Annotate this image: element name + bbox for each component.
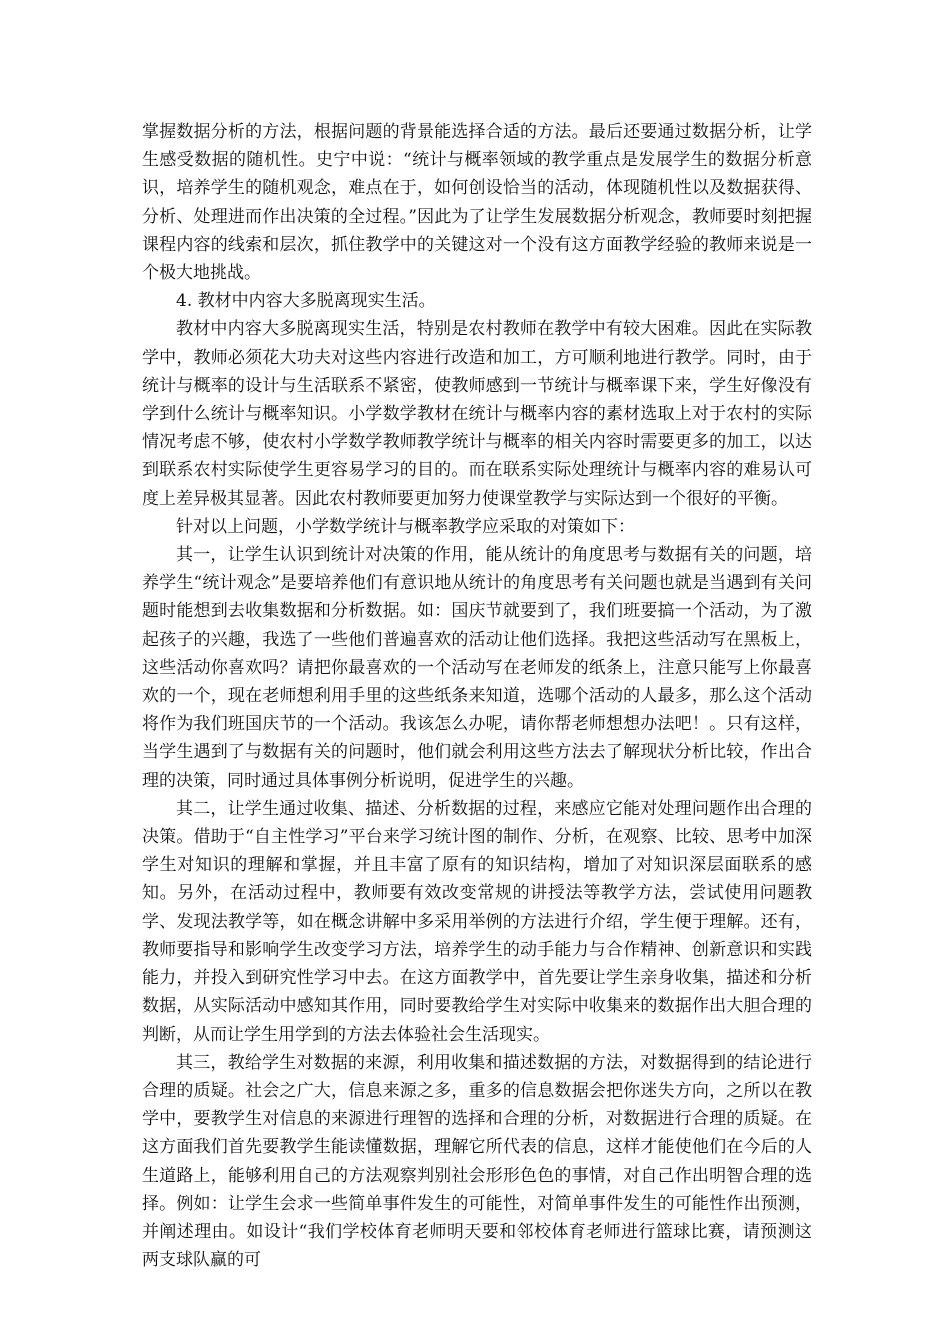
paragraph-continued: 掌握数据分析的方法，根据问题的背景能选择合适的方法。最后还要通过数据分析，让学生感受数据的随机性。史宁中说：“统计与概率领域的教学重点是发展学生的数据分析意识，培养学生的随机观念，难点在于，如何创设恰当的活动，体现随机性以及数据获得、分析、处理进而作出决策的全过程。”因此为了让学生发展数据分析观念，教师要时刻把握课程内容的线索和层次，抓住教学中的关键这对一个没有这方面教学经验的教师来说是一个极大地挑战。 xyxy=(142,122,812,284)
paragraph-countermeasures-intro: 针对以上问题，小学数学统计与概率教学应采取的对策如下： xyxy=(176,516,635,537)
paragraph-strategy-two: 其二，让学生通过收集、描述、分析数据的过程，来感应它能对处理问题作出合理的决策。借助于“自主性学习”平台来学习统计图的制作、分析，在观察、比较、思考中加深学生对知识的理解和掌握，并且丰富了原有的知识结构，增加了对知识深层面联系的感知。另外，在活动过程中，教师要有效改变常规的讲授法等教学方法，尝试使用问题教学、发现法教学等，如在概念讲解中多采用举例的方法进行介绍，学生便于理解。还有，教师要指导和影响学生改变学习方法，培养学生的动手能力与合作精神、创新意识和实践能力，并投入到研究性学习中去。在这方面教学中，首先要让学生亲身收集，描述和分析数据，从实际活动中感知其作用，同时要教给学生对实际中收集来的数据作出大胆合理的判断，从而让学生用学到的方法去体验社会生活现实。 xyxy=(142,798,812,1045)
paragraph-strategy-three: 其三，教给学生对数据的来源，利用收集和描述数据的方法，对数据得到的结论进行合理的质疑。社会之广大，信息来源之多，重多的信息数据会把你迷失方向，之所以在教学中，要教学生对信息的来源进行理智的选择和合理的分析，对数据进行合理的质疑。在这方面我们首先要教学生能读懂数据，理解它所代表的信息，这样才能使他们在今后的人生道路上，能够利用自己的方法观察判别社会形形色色的事情，对自己作出明智合理的选择。例如：让学生会求一些简单事件发生的可能性，对简单事件发生的可能性作出预测，并阐述理由。如设计“我们学校体育老师明天要和邻校体育老师进行篮球比赛，请预测这两支球队赢的可 xyxy=(142,1052,812,1271)
body-text xyxy=(142,118,812,1274)
section-heading-4: 4. 教材中内容大多脱离现实生活。 xyxy=(176,291,436,312)
paragraph-textbook-content: 教材中内容大多脱离现实生活，特别是农村教师在教学中有较大困难。因此在实际教学中，教师必须花大功夫对这些内容进行改造和加工，方可顺利地进行教学。同时，由于统计与概率的设计与生活联系不紧密，使教师感到一节统计与概率课下来，学生好像没有学到什么统计与概率知识。小学数学教材在统计与概率内容的素材选取上对于农村的实际情况考虑不够，使农村小学数学教师教学统计与概率的相关内容时需要更多的加工，以达到联系农村实际使学生更容易学习的目的。而在联系实际处理统计与概率内容的难易认可度上差异极其显著。因此农村教师要更加努力使课堂教学与实际达到一个很好的平衡。 xyxy=(142,319,812,509)
paragraph-strategy-one: 其一，让学生认识到统计对决策的作用，能从统计的角度思考与数据有关的问题，培养学生“统计观念”是要培养他们有意识地从统计的角度思考有关问题也就是当遇到有关问题时能想到去收集数据和分析数据。如：国庆节就要到了，我们班要搞一个活动，为了激起孩子的兴趣，我选了一些他们普遍喜欢的活动让他们选择。我把这些活动写在黑板上，这些活动你喜欢吗？请把你最喜欢的一个活动写在老师发的纸条上，注意只能写上你最喜欢的一个，现在老师想利用手里的这些纸条来知道，选哪个活动的人最多，那么这个活动将作为我们班国庆节的一个活动。我该怎么办呢，请你帮老师想想办法吧！。只有这样，当学生遇到了与数据有关的问题时，他们就会利用这些方法去了解现状分析比较，作出合理的决策，同时通过具体事例分析说明，促进学生的兴趣。 xyxy=(142,545,812,791)
